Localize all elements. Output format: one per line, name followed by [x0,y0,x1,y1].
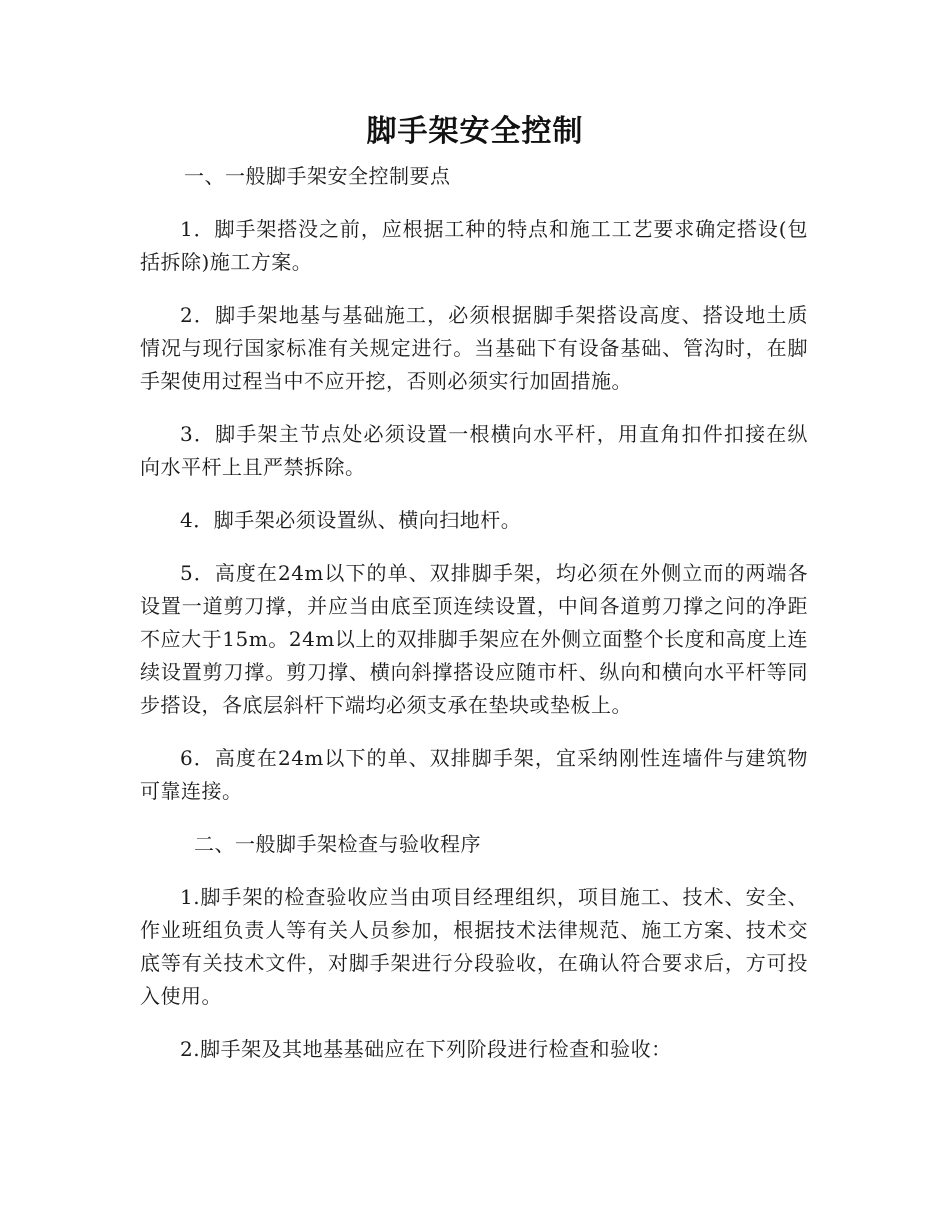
document-title: 脚手架安全控制 [366,114,584,149]
document-body [140,160,808,1086]
paragraph: 4．脚手架必须设置纵、横向扫地杆。 [180,508,522,532]
paragraph: 6．高度在24m以下的单、双排脚手架，宜采纳刚性连墙件与建筑物可靠连接。 [140,746,808,803]
paragraph: 2.脚手架及其地基基础应在下列阶段进行检查和验收： [180,1037,672,1061]
paragraph: 2．脚手架地基与基础施工，必须根据脚手架搭设高度、搭设地土质情况与现行国家标准有关规定进行。当基础下有设备基础、管沟时，在脚手架使用过程当中不应开挖，否则必须实行加固措施。 [140,303,808,393]
paragraph: 5．高度在24m以下的单、双排脚手架，均必须在外侧立而的两端各设置一道剪刀撑，并应当由底至顶连续设置，中间各道剪刀撑之问的净距不应大于15m。24m以上的双排脚手架应在外侧立面整个长度和高度上连续设置剪刀撑。剪刀撑、横向斜撑搭设应随市杆、纵向和横向水平杆等同步搭设，各底层斜杆下端均必须支承在垫块或垫板上。 [140,561,808,717]
section-heading-2: 二、一般脚手架检查与验收程序 [194,832,481,856]
paragraph: 3．脚手架主节点处必须设置一根横向水平杆，用直角扣件扣接在纵向水平杆上且严禁拆除。 [140,422,808,479]
paragraph: 1．脚手架搭没之前，应根据工种的特点和施工工艺要求确定搭设(包括拆除)施工方案。 [140,217,808,274]
paragraph: 1.脚手架的检查验收应当由项目经理组织，项目施工、技术、安全、作业班组负责人等有关人员参加，根据技术法律规范、施工方案、技术交底等有关技术文件，对脚手架进行分段验收，在确认符合要求后，方可投入使用。 [140,885,808,1008]
section-heading-1: 一、一般脚手架安全控制要点 [184,164,451,188]
